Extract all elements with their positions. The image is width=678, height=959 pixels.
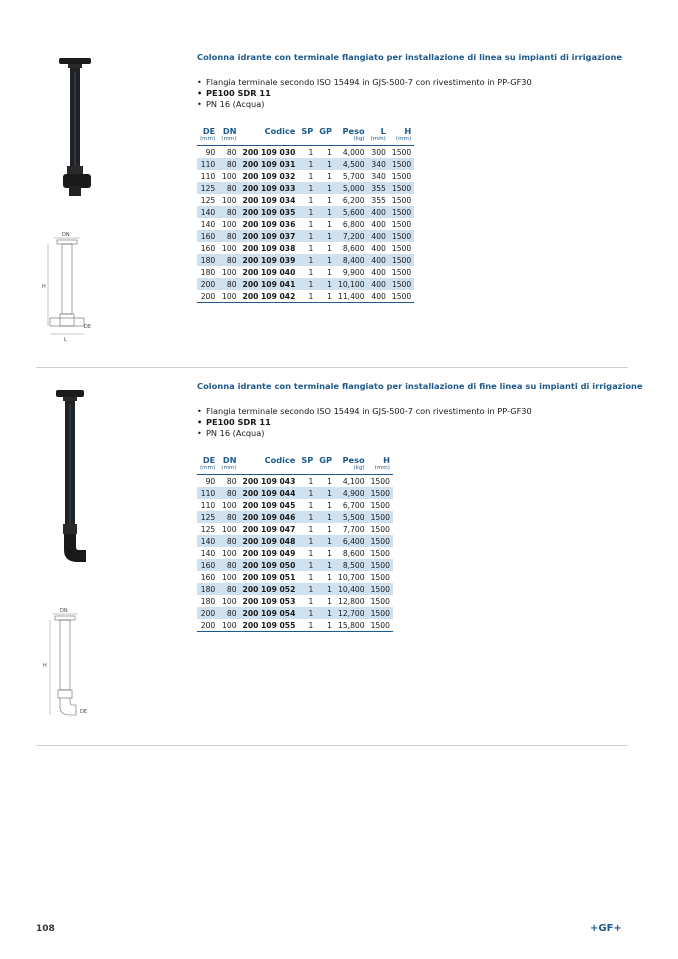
section-divider — [36, 745, 628, 746]
table-cell: 15,800 — [335, 619, 368, 632]
column-header: DN — [222, 126, 237, 136]
l-label: L — [64, 337, 67, 343]
column-header: Codice — [264, 126, 296, 136]
column-header: L — [380, 126, 386, 136]
table-cell: 90 — [205, 476, 216, 486]
table-row — [197, 547, 393, 559]
bullet-item: • PN 16 (Acqua) — [197, 99, 532, 110]
unit-cell: (mm) — [218, 136, 239, 146]
table-row — [197, 230, 414, 242]
table-cell: 8,600 — [342, 243, 365, 253]
column-header: DE — [202, 455, 216, 465]
section-divider — [36, 367, 628, 368]
table-cell: 200 109 050 — [240, 559, 299, 571]
table-cell: 1 — [298, 583, 316, 595]
table-cell: 1 — [316, 487, 335, 499]
unit-cell — [298, 465, 316, 475]
table-cell: 110 — [197, 158, 218, 170]
table-cell: 125 — [200, 524, 216, 534]
table-units-row — [197, 136, 414, 146]
table-cell: 1 — [298, 619, 316, 632]
table-cell: 1 — [316, 254, 335, 266]
product-table-1 — [197, 124, 414, 303]
table-cell: 1 — [298, 535, 316, 547]
table-cell: 1500 — [389, 206, 414, 218]
table-row — [197, 170, 414, 182]
table-cell: 400 — [368, 206, 389, 218]
table-cell: 200 — [197, 290, 218, 303]
column-header: Peso — [342, 455, 365, 465]
table-cell: 1 — [308, 524, 314, 534]
table-row — [197, 206, 414, 218]
table-cell: 1 — [316, 182, 335, 194]
table-cell: 1 — [316, 290, 335, 303]
table-cell: 1 — [327, 267, 333, 277]
table-cell: 1500 — [391, 171, 412, 181]
table-cell: 200 109 045 — [242, 500, 296, 510]
table-row — [197, 242, 414, 254]
table-cell: 80 — [218, 535, 239, 547]
table-row — [197, 523, 393, 535]
table-cell: 1 — [316, 206, 335, 218]
hydrant-column-end-photo — [52, 390, 92, 570]
table-cell: 200 109 035 — [240, 206, 299, 218]
table-cell: 1 — [327, 596, 333, 606]
table-cell: 180 — [200, 267, 216, 277]
table-cell: 180 — [197, 254, 218, 266]
table-cell: 80 — [218, 158, 239, 170]
unit-cell: (kg) — [335, 136, 368, 146]
column-header: GP — [319, 455, 333, 465]
table-cell: 1 — [327, 548, 333, 558]
unit-cell: (mm) — [389, 136, 414, 146]
column-header: DE — [202, 126, 216, 136]
table-cell: 1 — [327, 171, 333, 181]
technical-drawing-1 — [40, 228, 95, 343]
table-cell: 1 — [316, 158, 335, 170]
table-cell: 1 — [298, 230, 316, 242]
table-row — [197, 619, 393, 632]
table-cell: 1 — [308, 171, 314, 181]
table-cell: 140 — [197, 206, 218, 218]
bullet-item: • PE100 SDR 11 — [197, 88, 532, 99]
table-cell: 1500 — [368, 535, 393, 547]
table-cell: 1 — [316, 607, 335, 619]
table-cell: 180 — [200, 596, 216, 606]
table-row — [197, 571, 393, 583]
table-cell: 1500 — [389, 158, 414, 170]
table-row — [197, 218, 414, 230]
column-header: DN — [222, 455, 237, 465]
table-cell: 100 — [222, 243, 237, 253]
table-cell: 200 109 053 — [242, 596, 296, 606]
table-cell: 200 109 039 — [240, 254, 299, 266]
table-cell: 200 109 054 — [240, 607, 299, 619]
table-cell: 140 — [197, 535, 218, 547]
table-cell: 400 — [368, 278, 389, 290]
table-cell: 200 109 044 — [240, 487, 299, 499]
table-cell: 100 — [222, 171, 237, 181]
table-cell: 180 — [197, 583, 218, 595]
table-cell: 110 — [200, 500, 216, 510]
table-cell: 200 — [197, 278, 218, 290]
unit-cell — [240, 465, 299, 475]
table-cell: 11,400 — [335, 290, 368, 303]
table-cell: 10,100 — [335, 278, 368, 290]
table-cell: 1500 — [391, 147, 412, 157]
table-cell: 400 — [371, 219, 386, 229]
table-cell: 125 — [200, 195, 216, 205]
bullet-item: • Flangia terminale secondo ISO 15494 in GJS-500-7 con rivestimento in PP-GF30 — [197, 406, 532, 417]
table-cell: 1500 — [389, 230, 414, 242]
table-cell: 1 — [316, 559, 335, 571]
column-header: H — [383, 455, 390, 465]
column-header: Peso — [342, 126, 365, 136]
table-cell: 1 — [327, 243, 333, 253]
bullet-item: • PE100 SDR 11 — [197, 417, 532, 428]
table-cell: 355 — [371, 195, 386, 205]
table-cell: 200 109 037 — [240, 230, 299, 242]
table-cell: 5,600 — [335, 206, 368, 218]
table-cell: 1 — [327, 572, 333, 582]
table-cell: 6,200 — [342, 195, 365, 205]
table-cell: 8,400 — [335, 254, 368, 266]
table-cell: 1500 — [370, 596, 390, 606]
table-cell: 1500 — [389, 278, 414, 290]
table-cell: 1 — [308, 572, 314, 582]
table-header-row — [197, 124, 414, 136]
table-cell: 1 — [298, 206, 316, 218]
table-cell: 1 — [316, 278, 335, 290]
table-cell: 100 — [222, 219, 237, 229]
table-cell: 1 — [316, 535, 335, 547]
table-cell: 1 — [308, 243, 314, 253]
table-cell: 7,200 — [335, 230, 368, 242]
table-cell: 110 — [197, 487, 218, 499]
table-row — [197, 146, 414, 159]
table-cell: 100 — [218, 290, 239, 303]
hydrant-column-inline-photo — [55, 58, 95, 198]
unit-cell: (mm) — [197, 136, 218, 146]
table-cell: 1 — [316, 511, 335, 523]
gf-logo: +GF+ — [590, 923, 622, 934]
table-cell: 100 — [222, 524, 237, 534]
table-row — [197, 158, 414, 170]
table-row — [197, 278, 414, 290]
table-cell: 1500 — [389, 290, 414, 303]
table-cell: 200 109 048 — [240, 535, 299, 547]
unit-cell: (mm) — [197, 465, 218, 475]
table-cell: 1 — [316, 583, 335, 595]
technical-drawing-2 — [40, 605, 95, 720]
table-cell: 80 — [218, 487, 239, 499]
table-cell: 160 — [200, 572, 216, 582]
unit-cell: (mm) — [218, 465, 239, 475]
table-cell: 160 — [197, 559, 218, 571]
table-cell: 100 — [222, 267, 237, 277]
table-row — [197, 182, 414, 194]
table-cell: 1 — [298, 278, 316, 290]
table-cell: 1500 — [391, 219, 412, 229]
table-cell: 160 — [200, 243, 216, 253]
table-cell: 1500 — [389, 254, 414, 266]
table-cell: 1 — [298, 158, 316, 170]
table-cell: 200 109 031 — [240, 158, 299, 170]
table-cell: 125 — [197, 511, 218, 523]
table-cell: 200 109 049 — [242, 548, 296, 558]
table-units-row — [197, 465, 393, 475]
table-cell: 160 — [197, 230, 218, 242]
table-cell: 10,400 — [335, 583, 368, 595]
table-cell: 1500 — [368, 619, 393, 632]
dn-label: DN — [62, 232, 70, 238]
table-cell: 140 — [200, 548, 216, 558]
table-cell: 1 — [308, 596, 314, 606]
table-cell: 12,800 — [338, 596, 365, 606]
table-row — [197, 290, 414, 303]
table-cell: 1 — [308, 147, 314, 157]
table-row — [197, 511, 393, 523]
table-row — [197, 499, 393, 511]
table-cell: 340 — [368, 158, 389, 170]
dn-label: DN — [60, 608, 68, 614]
table-cell: 1 — [327, 147, 333, 157]
unit-cell: (kg) — [335, 465, 368, 475]
table-cell: 5,700 — [342, 171, 365, 181]
table-row — [197, 595, 393, 607]
table-cell: 125 — [197, 182, 218, 194]
column-header: SP — [301, 455, 314, 465]
table-cell: 80 — [218, 583, 239, 595]
table-cell: 400 — [368, 230, 389, 242]
table-cell: 4,900 — [335, 487, 368, 499]
table-cell: 100 — [222, 195, 237, 205]
table-cell: 140 — [200, 219, 216, 229]
table-cell: 1500 — [368, 559, 393, 571]
table-cell: 200 — [197, 619, 218, 632]
unit-cell — [240, 136, 299, 146]
table-cell: 300 — [371, 147, 386, 157]
table-cell: 90 — [205, 147, 216, 157]
table-cell: 1 — [308, 548, 314, 558]
table-cell: 1 — [308, 476, 314, 486]
bullet-item: • PN 16 (Acqua) — [197, 428, 532, 439]
table-cell: 8,600 — [342, 548, 365, 558]
table-cell: 7,700 — [342, 524, 365, 534]
section-2-title: Colonna idrante con terminale flangiato per installazione di fine linea su impianti di irrigazione — [197, 381, 643, 391]
table-cell: 5,000 — [335, 182, 368, 194]
table-cell: 1 — [298, 254, 316, 266]
table-cell: 1500 — [370, 524, 390, 534]
section-2-bullets — [197, 406, 532, 439]
table-cell: 200 109 051 — [242, 572, 296, 582]
de-label: DE — [80, 709, 88, 715]
bullet-item: • Flangia terminale secondo ISO 15494 in GJS-500-7 con rivestimento in PP-GF30 — [197, 77, 532, 88]
table-row — [197, 487, 393, 499]
page-number: 108 — [36, 924, 55, 934]
table-cell: 6,400 — [335, 535, 368, 547]
table-cell: 1 — [308, 267, 314, 277]
table-cell: 200 109 030 — [242, 147, 296, 157]
table-row — [197, 475, 393, 488]
table-cell: 1500 — [370, 476, 390, 486]
table-cell: 200 109 046 — [240, 511, 299, 523]
column-header: H — [404, 126, 412, 136]
table-cell: 100 — [218, 619, 239, 632]
table-cell: 1 — [327, 195, 333, 205]
table-row — [197, 607, 393, 619]
table-cell: 1500 — [370, 572, 390, 582]
table-cell: 1500 — [389, 182, 414, 194]
table-row — [197, 535, 393, 547]
table-cell: 6,700 — [342, 500, 365, 510]
unit-cell — [298, 136, 316, 146]
unit-cell — [316, 136, 335, 146]
table-cell: 200 109 038 — [242, 243, 296, 253]
de-label: DE — [84, 324, 92, 330]
column-header: Codice — [264, 455, 296, 465]
table-cell: 200 109 034 — [242, 195, 296, 205]
table-cell: 200 109 040 — [242, 267, 296, 277]
table-cell: 12,700 — [335, 607, 368, 619]
table-cell: 5,500 — [335, 511, 368, 523]
table-row — [197, 559, 393, 571]
table-cell: 1 — [308, 219, 314, 229]
table-cell: 1 — [298, 290, 316, 303]
table-cell: 1 — [327, 500, 333, 510]
table-cell: 1 — [327, 219, 333, 229]
table-cell: 1500 — [391, 267, 412, 277]
table-cell: 110 — [200, 171, 216, 181]
table-cell: 400 — [368, 254, 389, 266]
table-cell: 1500 — [368, 607, 393, 619]
table-cell: 80 — [218, 254, 239, 266]
table-cell: 400 — [368, 290, 389, 303]
table-row — [197, 254, 414, 266]
table-cell: 1 — [316, 230, 335, 242]
table-cell: 355 — [368, 182, 389, 194]
table-cell: 9,900 — [342, 267, 365, 277]
table-cell: 4,100 — [342, 476, 365, 486]
table-cell: 8,500 — [335, 559, 368, 571]
table-cell: 4,000 — [342, 147, 365, 157]
h-label: H — [43, 663, 47, 669]
table-cell: 80 — [218, 182, 239, 194]
section-1-bullets — [197, 77, 532, 110]
table-cell: 200 109 042 — [240, 290, 299, 303]
table-cell: 200 109 032 — [242, 171, 296, 181]
table-cell: 1 — [298, 487, 316, 499]
table-cell: 100 — [222, 548, 237, 558]
table-cell: 1500 — [368, 487, 393, 499]
table-cell: 1 — [298, 511, 316, 523]
table-cell: 1 — [327, 524, 333, 534]
table-cell: 100 — [222, 572, 237, 582]
table-cell: 400 — [371, 243, 386, 253]
table-cell: 80 — [218, 559, 239, 571]
table-cell: 200 109 041 — [240, 278, 299, 290]
table-cell: 80 — [218, 206, 239, 218]
table-cell: 200 109 055 — [240, 619, 299, 632]
table-cell: 80 — [218, 511, 239, 523]
table-cell: 1 — [298, 559, 316, 571]
table-cell: 1500 — [370, 500, 390, 510]
product-table-2 — [197, 453, 393, 632]
column-header: SP — [301, 126, 314, 136]
table-cell: 200 109 047 — [242, 524, 296, 534]
table-cell: 80 — [218, 230, 239, 242]
table-cell: 80 — [218, 278, 239, 290]
table-cell: 1500 — [370, 548, 390, 558]
table-cell: 1500 — [391, 195, 412, 205]
table-cell: 80 — [218, 607, 239, 619]
table-cell: 80 — [226, 476, 237, 486]
table-cell: 1500 — [368, 511, 393, 523]
table-cell: 1 — [316, 619, 335, 632]
table-cell: 100 — [222, 596, 237, 606]
table-cell: 200 109 033 — [240, 182, 299, 194]
unit-cell: (mm) — [368, 465, 393, 475]
table-cell: 4,500 — [335, 158, 368, 170]
table-cell: 6,800 — [342, 219, 365, 229]
column-header: GP — [319, 126, 333, 136]
table-cell: 10,700 — [338, 572, 365, 582]
table-cell: 400 — [371, 267, 386, 277]
table-cell: 200 109 052 — [240, 583, 299, 595]
h-label: H — [42, 284, 46, 290]
table-cell: 1 — [308, 500, 314, 510]
table-row — [197, 194, 414, 206]
table-cell: 1 — [327, 476, 333, 486]
table-row — [197, 266, 414, 278]
table-cell: 1 — [298, 182, 316, 194]
table-cell: 340 — [371, 171, 386, 181]
table-cell: 200 109 043 — [242, 476, 296, 486]
table-header-row — [197, 453, 393, 465]
unit-cell: (mm) — [368, 136, 389, 146]
table-cell: 200 109 036 — [242, 219, 296, 229]
table-cell: 1 — [298, 607, 316, 619]
table-cell: 1500 — [391, 243, 412, 253]
section-1-title: Colonna idrante con terminale flangiato per installazione di linea su impianti di irrigazione — [197, 52, 623, 62]
table-row — [197, 583, 393, 595]
table-cell: 100 — [222, 500, 237, 510]
table-cell: 200 — [197, 607, 218, 619]
unit-cell — [316, 465, 335, 475]
table-cell: 1 — [308, 195, 314, 205]
table-cell: 80 — [226, 147, 237, 157]
table-cell: 1500 — [368, 583, 393, 595]
